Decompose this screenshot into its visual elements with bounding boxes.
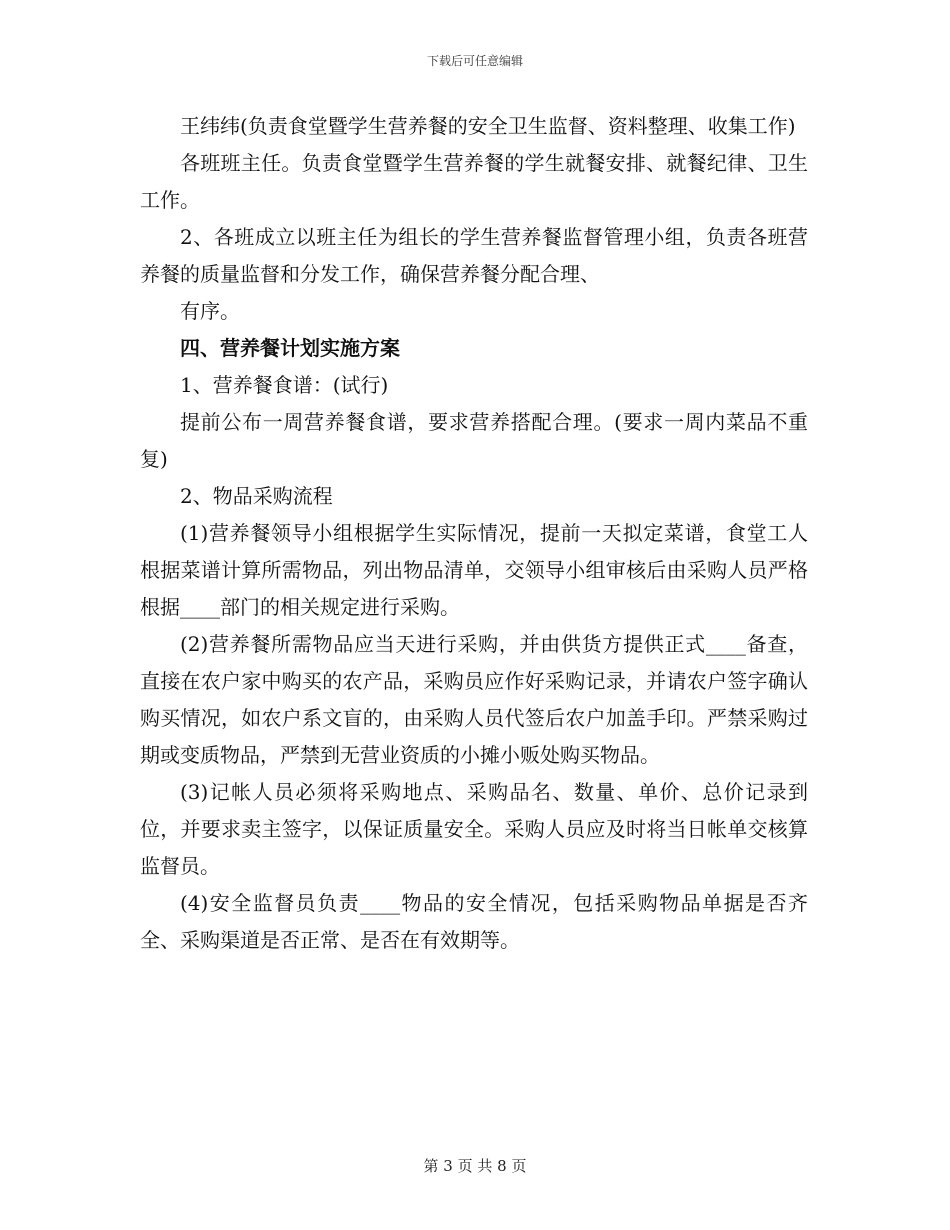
paragraph-procurement-3: (3)记帐人员必须将采购地点、采购品名、数量、单价、总价记录到位，并要求卖主签字，以保证质量安全。采购人员应及时将当日帐单交核算监督员。 <box>140 780 808 878</box>
page-header: 下载后可任意编辑 <box>426 54 523 68</box>
paragraph-orderly: 有序。 <box>180 299 240 323</box>
paragraph-procurement-2: (2)营养餐所需物品应当天进行采购，并由供货方提供正式____备查，直接在农户家中购买的农产品，采购员应作好采购记录，并请农户签字确认购买情况，如农户系文盲的，由采购人员代签后农户加盖手印。严禁采购过期或变质物品，严禁到无营业资质的小摊小贩处购买物品。 <box>140 632 808 767</box>
paragraph-procurement-1: (1)营养餐领导小组根据学生实际情况，提前一天拟定菜谱，食堂工人根据菜谱计算所需物品，列出物品清单，交领导小组审核后由采购人员严格根据____部门的相关规定进行采购。 <box>140 521 808 619</box>
page-footer: 第 3 页 共 8 页 <box>423 1157 527 1175</box>
paragraph-procurement-4: (4)安全监督员负责____物品的安全情况，包括采购物品单据是否齐全、采购渠道是否正常、是否在有效期等。 <box>140 891 808 952</box>
subheading-menu: 1、营养餐食谱：(试行) <box>180 373 389 397</box>
paragraph-class-teachers: 各班班主任。负责食堂暨学生营养餐的学生就餐安排、就餐纪律、卫生工作。 <box>140 151 808 212</box>
paragraph-menu-publish: 提前公布一周营养餐食谱，要求营养搭配合理。(要求一周内菜品不重复) <box>140 410 808 471</box>
paragraph-staff-wang: 王纬纬(负责食堂暨学生营养餐的安全卫生监督、资料整理、收集工作) <box>180 114 796 138</box>
section-heading-implementation: 四、营养餐计划实施方案 <box>180 336 400 360</box>
paragraph-supervision-group: 2、各班成立以班主任为组长的学生营养餐监督管理小组，负责各班营养餐的质量监督和分发工作，确保营养餐分配合理、 <box>140 225 808 286</box>
document-body <box>140 108 808 959</box>
subheading-procurement: 2、物品采购流程 <box>180 484 333 508</box>
